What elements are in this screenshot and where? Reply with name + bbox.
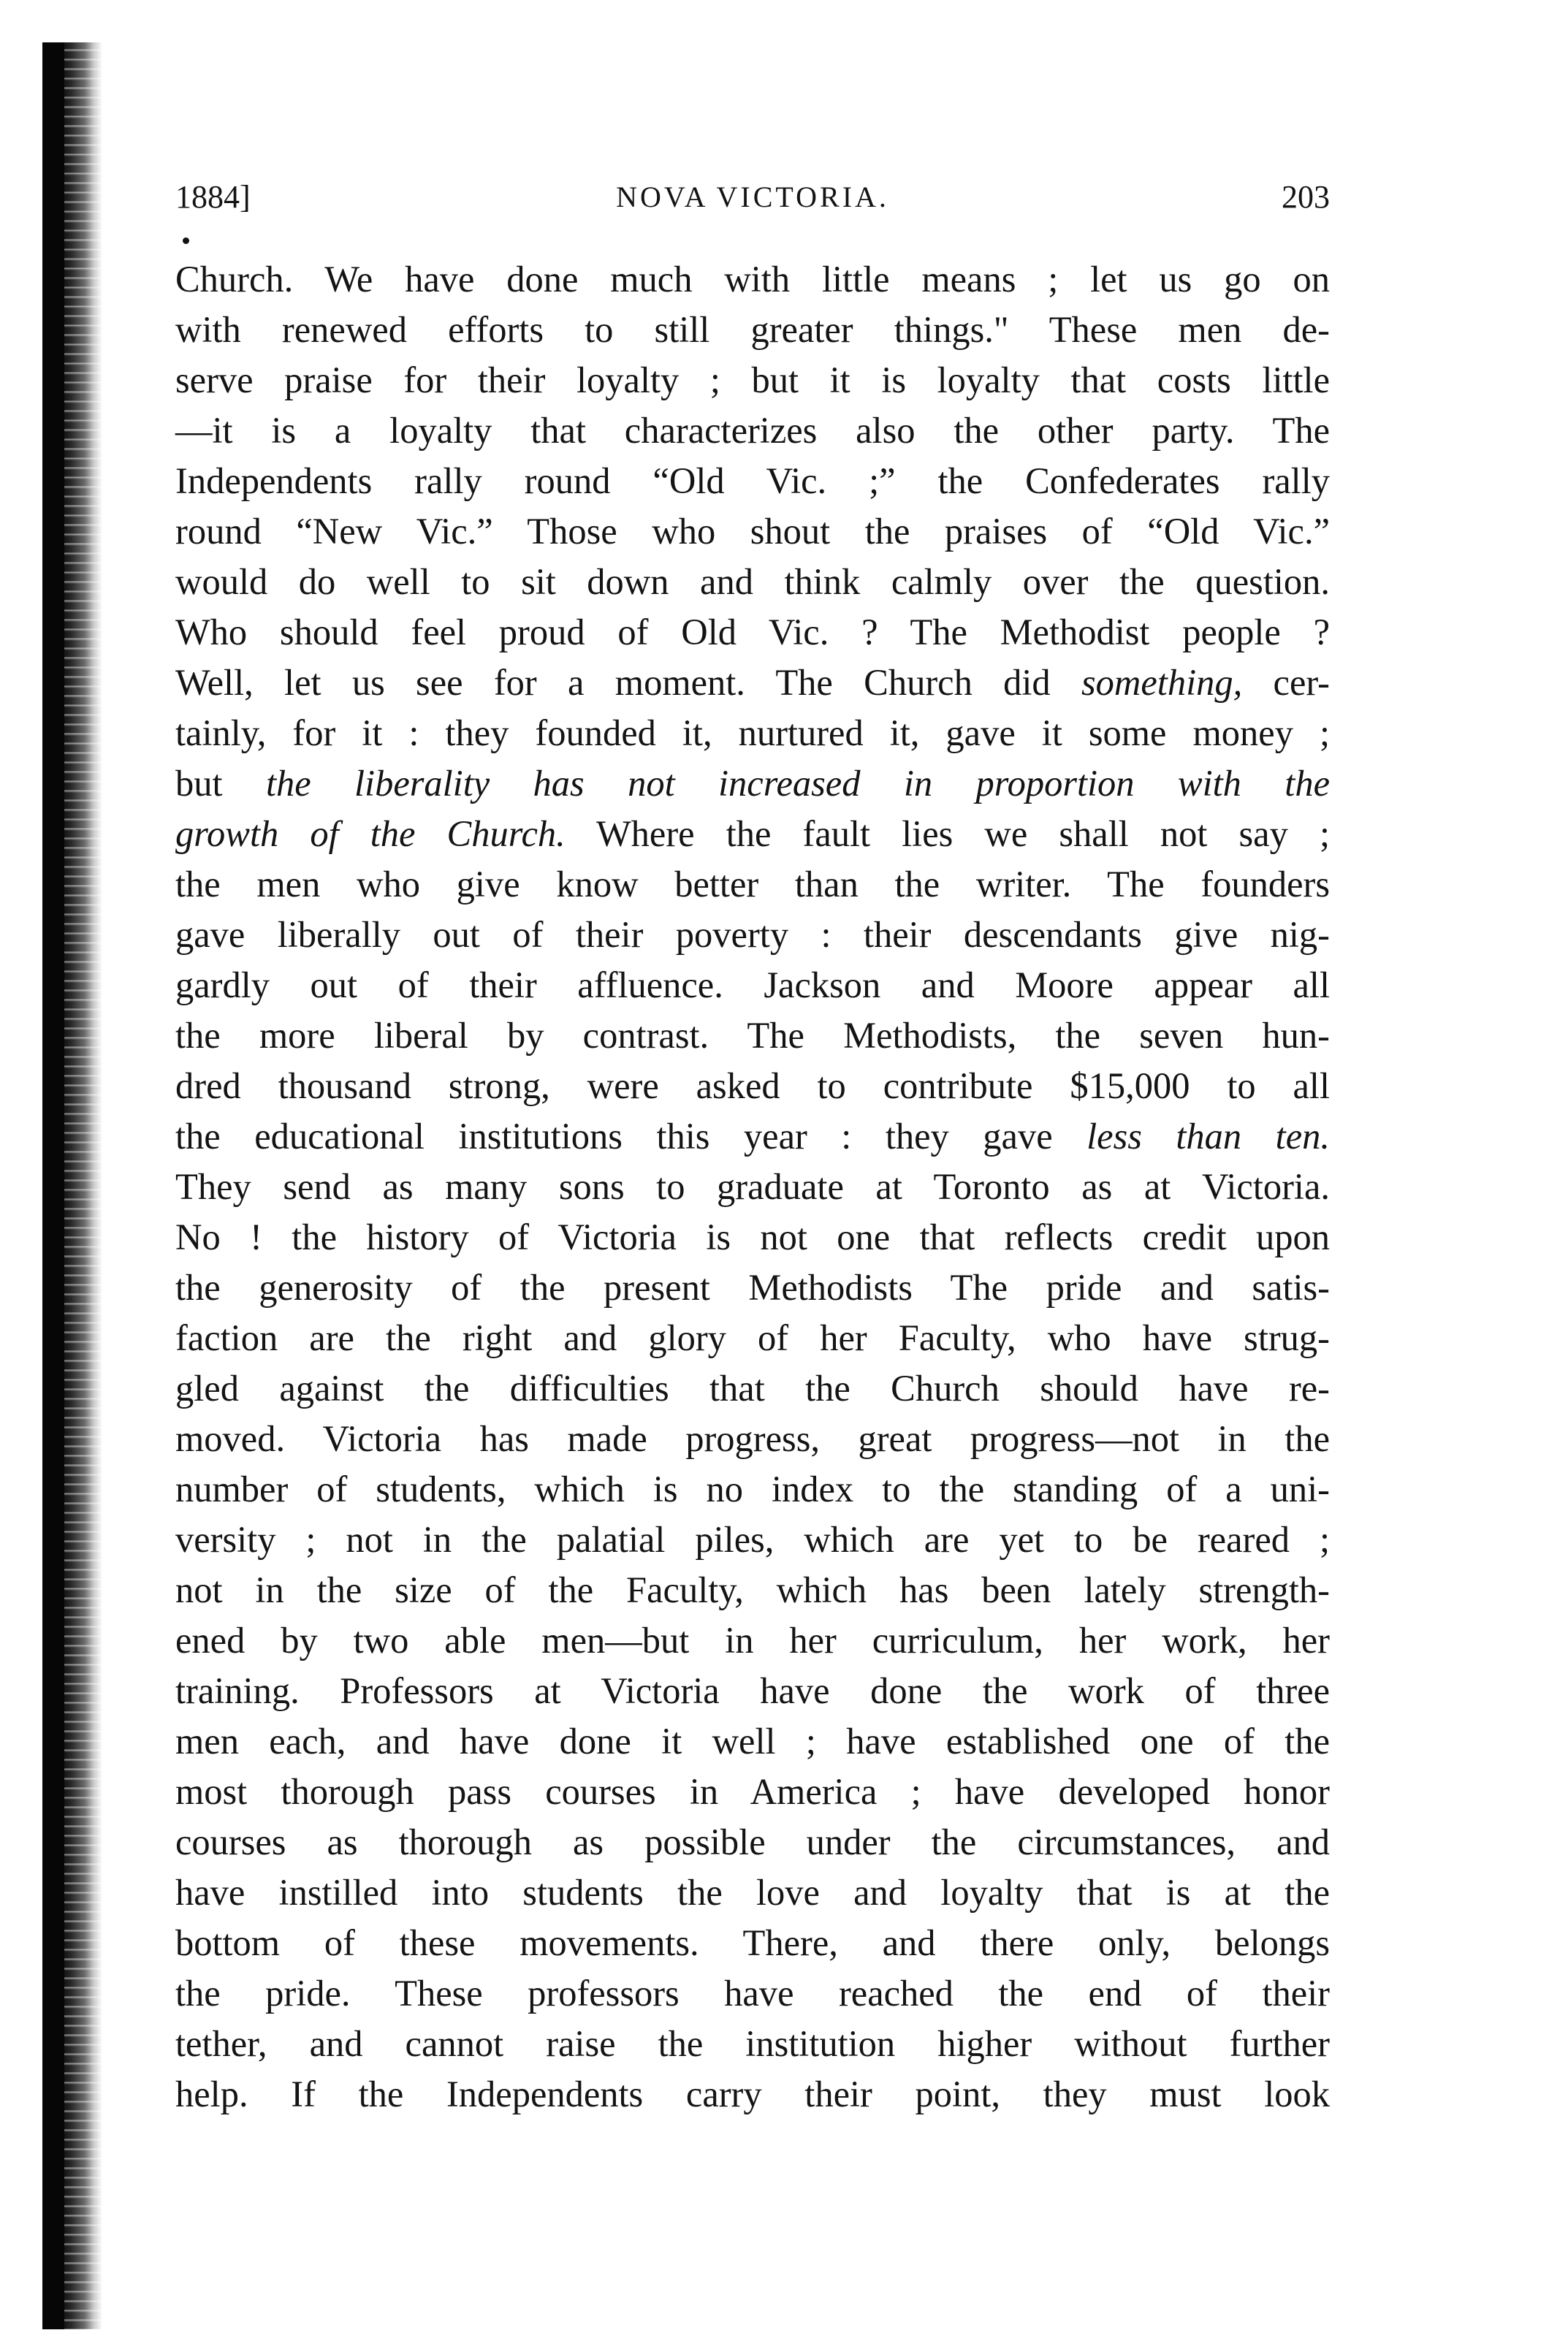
text-line <box>175 859 1330 910</box>
text-segment: would do well to sit down and think calmly over the question. <box>175 561 1330 602</box>
text-segment: with renewed efforts to still greater things." These men de- <box>175 309 1330 350</box>
page-number: 203 <box>1282 179 1330 215</box>
text-segment: bottom of these movements. There, and there only, belongs <box>175 1922 1330 1963</box>
text-segment: training. Professors at Victoria have done the work of three <box>175 1670 1330 1711</box>
text-segment: tether, and cannot raise the institution higher without further <box>175 2023 1330 2064</box>
text-segment: ened by two able men—but in her curriculum, her work, her <box>175 1620 1330 1661</box>
text-line <box>175 406 1330 456</box>
running-head-title: NOVA VICTORIA. <box>616 180 889 213</box>
text-line <box>175 607 1330 658</box>
text-segment: dred thousand strong, were asked to contribute $15,000 to all <box>175 1065 1330 1106</box>
text-segment: gardly out of their affluence. Jackson and Moore appear all <box>175 964 1330 1005</box>
text-line <box>175 1515 1330 1565</box>
text-segment: Independents rally round “Old Vic. ;” the Confederates rally <box>175 460 1330 501</box>
text-line <box>175 355 1330 406</box>
text-line <box>175 1263 1330 1313</box>
text-line <box>175 1111 1330 1162</box>
text-segment: serve praise for their loyalty ; but it is loyalty that costs little <box>175 359 1330 400</box>
italic-text: something, <box>1081 662 1243 703</box>
book-binding-shadow <box>42 42 64 2329</box>
text-line <box>175 960 1330 1010</box>
text-segment: most thorough pass courses in America ; have developed honor <box>175 1771 1330 1812</box>
text-segment: cer- <box>1242 662 1331 703</box>
text-segment: the generosity of the present Methodists The pride and satis- <box>175 1267 1330 1308</box>
text-line <box>175 1162 1330 1212</box>
running-head-year: 1884] <box>175 179 251 215</box>
text-segment: faction are the right and glory of her Faculty, who have strug- <box>175 1317 1330 1358</box>
running-head <box>175 175 1330 219</box>
text-line <box>175 910 1330 960</box>
text-line <box>175 1565 1330 1615</box>
text-segment: round “New Vic.” Those who shout the praises of “Old Vic.” <box>175 511 1330 552</box>
text-line <box>175 1918 1330 1968</box>
text-segment: courses as thorough as possible under the circumstances, and <box>175 1821 1330 1862</box>
text-line <box>175 1464 1330 1515</box>
text-line <box>175 1615 1330 1666</box>
text-segment: moved. Victoria has made progress, great progress—not in the <box>175 1418 1330 1459</box>
text-line <box>175 557 1330 607</box>
text-segment: have instilled into students the love and loyalty that is at the <box>175 1872 1330 1913</box>
text-segment: They send as many sons to graduate at Toronto as at Victoria. <box>175 1166 1330 1207</box>
text-line <box>175 254 1330 305</box>
text-segment: tainly, for it : they founded it, nurtured it, gave it some money ; <box>175 712 1330 753</box>
text-line <box>175 658 1330 708</box>
text-segment: Who should feel proud of Old Vic. ? The Methodist people ? <box>175 612 1330 652</box>
text-segment: the more liberal by contrast. The Methodists, the seven hun- <box>175 1015 1330 1056</box>
text-line <box>175 506 1330 557</box>
text-line <box>175 305 1330 355</box>
text-segment: Well, let us see for a moment. The Church did <box>175 662 1081 703</box>
ink-mark <box>183 237 189 244</box>
italic-text: less than ten. <box>1086 1116 1330 1157</box>
text-segment: the men who give know better than the writer. The founders <box>175 864 1330 905</box>
text-line <box>175 708 1330 758</box>
text-line <box>175 1817 1330 1868</box>
text-segment: not in the size of the Faculty, which has been lately strength- <box>175 1569 1330 1610</box>
text-line <box>175 758 1330 809</box>
text-line <box>175 1767 1330 1817</box>
text-segment: gled against the difficulties that the Church should have re- <box>175 1368 1330 1409</box>
text-line <box>175 1716 1330 1767</box>
text-segment: versity ; not in the palatial piles, which are yet to be reared ; <box>175 1519 1330 1560</box>
text-segment: number of students, which is no index to the standing of a uni- <box>175 1469 1330 1509</box>
text-segment: No ! the history of Victoria is not one that reflects credit upon <box>175 1217 1330 1257</box>
text-segment: the pride. These professors have reached the end of their <box>175 1973 1330 2014</box>
text-segment: men each, and have done it well ; have established one of the <box>175 1721 1330 1762</box>
text-segment: but <box>175 763 266 804</box>
text-line <box>175 1666 1330 1716</box>
text-line <box>175 456 1330 506</box>
text-line <box>175 1010 1330 1061</box>
text-line <box>175 1061 1330 1111</box>
text-line <box>175 1414 1330 1464</box>
text-segment: help. If the Independents carry their point, they must look <box>175 2074 1330 2114</box>
text-line <box>175 2069 1330 2120</box>
text-segment: Where the fault lies we shall not say ; <box>565 813 1330 854</box>
text-line <box>175 1212 1330 1263</box>
text-segment: Church. We have done much with little means ; let us go on <box>175 259 1330 300</box>
text-segment: gave liberally out of their poverty : their descendants give nig- <box>175 914 1330 955</box>
text-line <box>175 1313 1330 1363</box>
text-line <box>175 1968 1330 2019</box>
text-segment: —it is a loyalty that characterizes also the other party. The <box>175 410 1330 451</box>
body-text <box>175 254 1330 2120</box>
italic-text: the liberality has not increased in proportion with the <box>265 763 1331 804</box>
italic-text: growth of the Church. <box>175 813 566 854</box>
text-segment: the educational institutions this year : they gave <box>175 1116 1087 1157</box>
text-line <box>175 809 1330 859</box>
text-line <box>175 1868 1330 1918</box>
text-line <box>175 1363 1330 1414</box>
text-line <box>175 2019 1330 2069</box>
